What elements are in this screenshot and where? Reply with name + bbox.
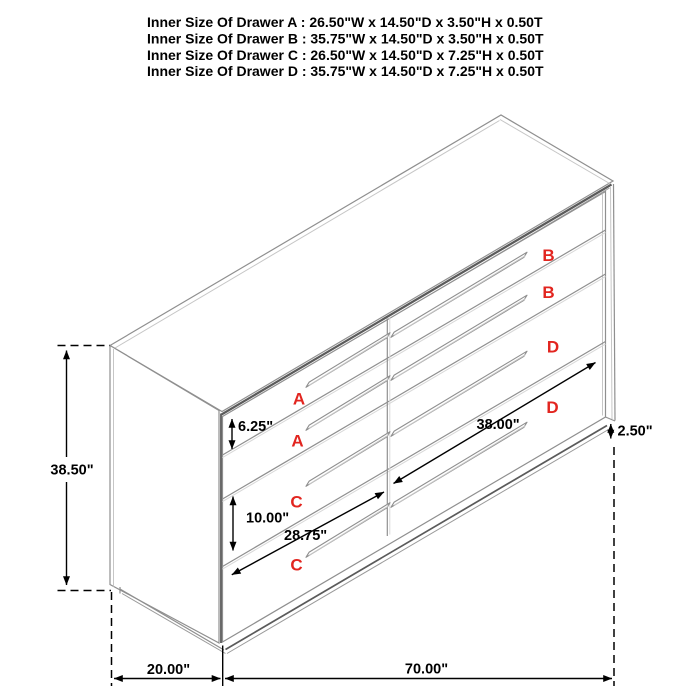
- drawer-label-d-bottom: D: [546, 398, 559, 417]
- header: [147, 14, 544, 79]
- header-line-4: Inner Size Of Drawer D : 35.75"W x 14.50"D x 7.25"H x 0.50T: [147, 63, 544, 80]
- right-drawer-width-value: 38.00": [476, 417, 520, 433]
- header-line-1: Inner Size Of Drawer A : 26.50"W x 14.50"D x 3.50"H x 0.50T: [147, 14, 543, 30]
- overall-height-value: 38.50": [50, 462, 94, 479]
- dresser-drawing: [110, 115, 615, 654]
- dimension-base-height: [611, 424, 653, 440]
- header-line-2: Inner Size Of Drawer B : 35.75"W x 14.50"D x 3.50"H x 0.50T: [147, 30, 544, 47]
- right-side-panel: [606, 184, 616, 421]
- header-line-3: Inner Size Of Drawer C : 26.50"W x 14.50"D x 7.25"H x 0.50T: [147, 46, 544, 63]
- drawer-label-c-bottom: C: [290, 555, 303, 575]
- overall-width-value: 70.00": [404, 661, 449, 678]
- drawer-label-d-top: D: [546, 337, 560, 357]
- drawer-label-b-bottom: B: [542, 283, 555, 302]
- overall-depth-value: 20.00": [146, 662, 191, 678]
- drawer-label-c-top: C: [290, 492, 303, 512]
- drawer-a-height-value: 6.25": [238, 419, 274, 435]
- drawer-label-a-bottom: A: [291, 431, 304, 451]
- dimension-overall-height: [50, 346, 111, 591]
- drawer-label-a-top: A: [292, 389, 306, 409]
- base-height-value: 2.50": [617, 423, 653, 440]
- drawer-label-b-top: B: [542, 246, 555, 265]
- left-drawer-width-value: 28.75": [284, 528, 328, 544]
- drawer-c-height-value: 10.00": [246, 510, 290, 527]
